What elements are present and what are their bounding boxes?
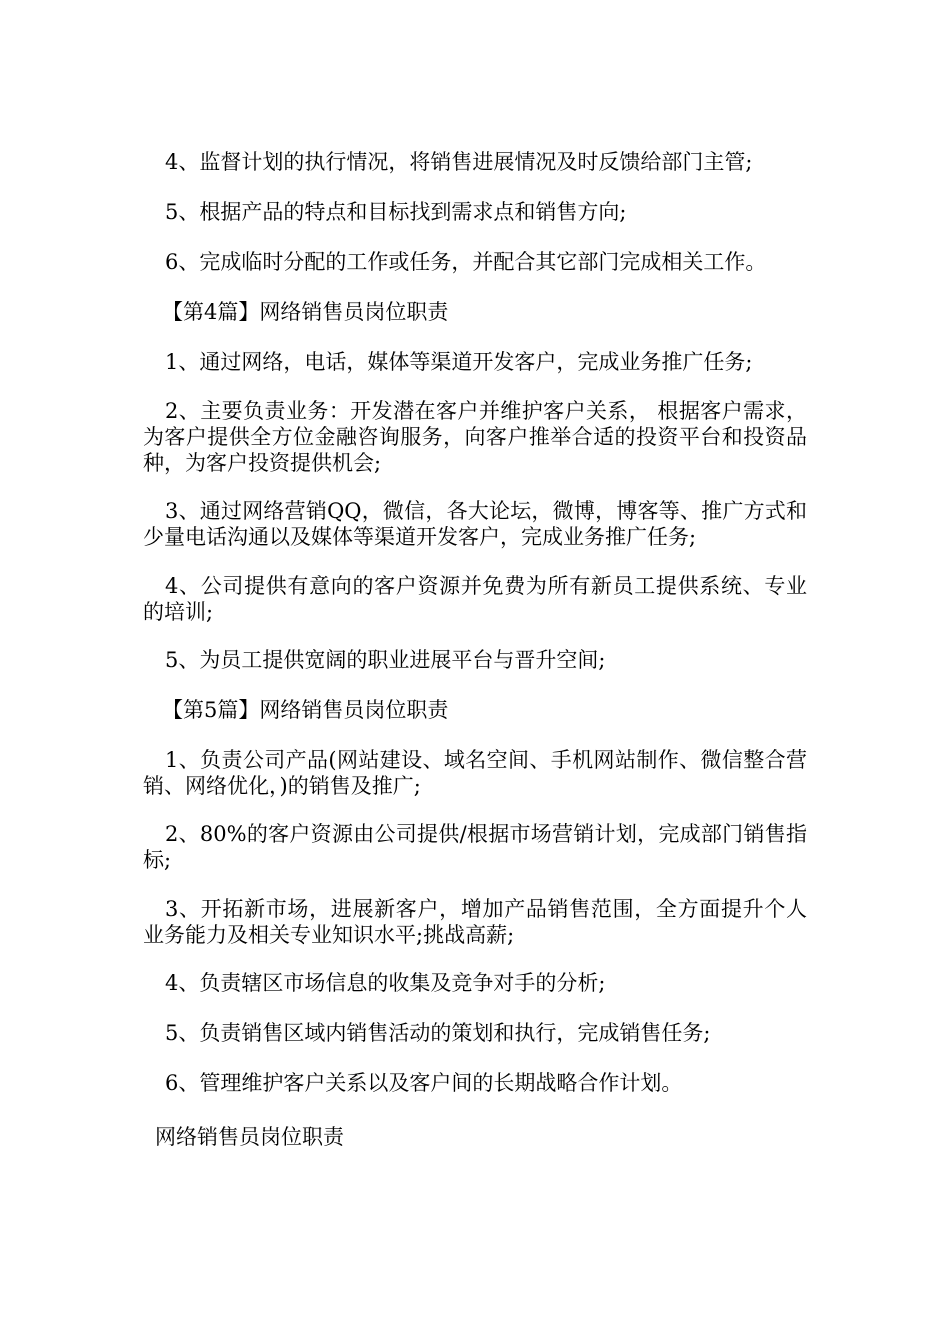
paragraph-item-5-sales-activities: 5、负责销售区域内销售活动的策划和执行，完成销售任务; bbox=[165, 1021, 711, 1045]
paragraph-item-4-market-info: 4、负责辖区市场信息的收集及竞争对手的分析; bbox=[165, 971, 606, 995]
paragraph-item-6-customer-relations: 6、管理维护客户关系以及客户间的长期战略合作计划。 bbox=[165, 1071, 683, 1095]
paragraph-item-5-career-platform: 5、为员工提供宽阔的职业进展平台与晋升空间; bbox=[165, 648, 606, 672]
paragraph-item-1-develop-customers: 1、通过网络，电话，媒体等渠道开发客户，完成业务推广任务; bbox=[165, 350, 753, 374]
paragraph-item-4-training: 4、公司提供有意向的客户资源并免费为所有新员工提供系统、专业的培训; bbox=[143, 574, 807, 624]
paragraph-item-5-product-features: 5、根据产品的特点和目标找到需求点和销售方向; bbox=[165, 200, 627, 224]
trailing-title: 网络销售员岗位职责 bbox=[155, 1125, 344, 1149]
paragraph-item-6-temporary-tasks: 6、完成临时分配的工作或任务，并配合其它部门完成相关工作。 bbox=[165, 250, 767, 274]
paragraph-item-2-customer-resources: 2、80%的客户资源由公司提供/根据市场营销计划，完成部门销售指标; bbox=[143, 822, 807, 872]
section-heading-4: 【第4篇】网络销售员岗位职责 bbox=[162, 300, 449, 324]
paragraph-item-3-online-marketing: 3、通过网络营销QQ，微信，各大论坛，微博，博客等、推广方式和少量电话沟通以及媒体等渠道开发客户，完成业务推广任务; bbox=[143, 499, 807, 549]
paragraph-item-3-new-markets: 3、开拓新市场，进展新客户，增加产品销售范围，全方面提升个人业务能力及相关专业知识水平;挑战高薪; bbox=[143, 897, 807, 947]
section-heading-5: 【第5篇】网络销售员岗位职责 bbox=[162, 698, 449, 722]
paragraph-item-2-main-business: 2、主要负责业务：开发潜在客户并维护客户关系， 根据客户需求，为客户提供全方位金融咨询服务，向客户推举合适的投资平台和投资品种，为客户投资提供机会; bbox=[143, 399, 807, 475]
paragraph-item-4-supervise: 4、监督计划的执行情况，将销售进展情况及时反馈给部门主管; bbox=[165, 150, 753, 174]
paragraph-item-1-company-products: 1、负责公司产品(网站建设、域名空间、手机网站制作、微信整合营销、网络优化，)的销售及推广; bbox=[143, 748, 807, 798]
